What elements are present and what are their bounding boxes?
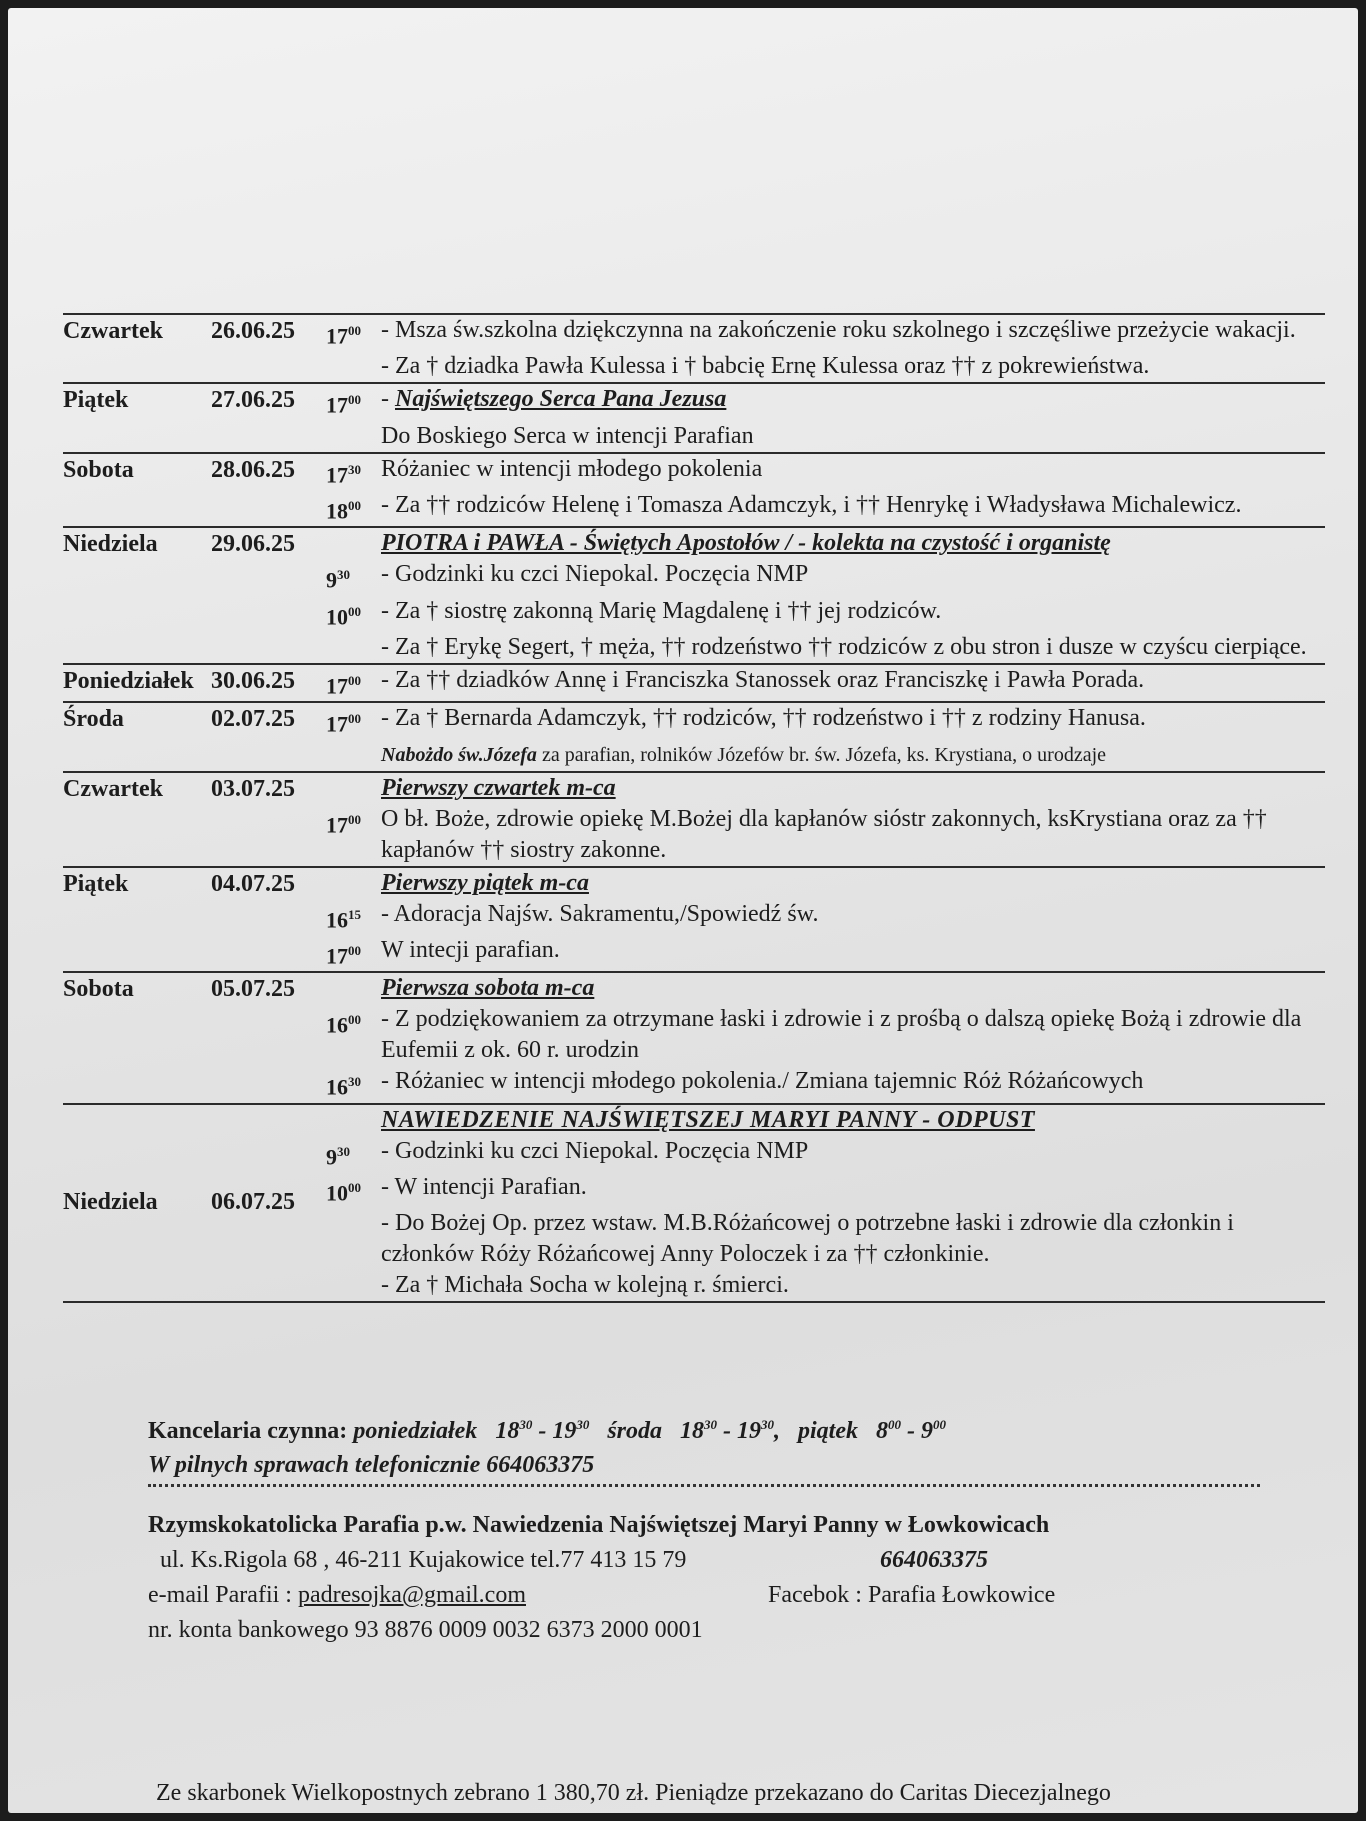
entries	[326, 454, 1325, 527]
entry-line	[326, 315, 1325, 351]
time-hour: 10	[326, 603, 348, 629]
entry-text	[381, 804, 1325, 866]
bank-account: nr. konta bankowego 93 8876 0009 0032 6373 2000 0001	[148, 1617, 703, 1643]
office-wednesday: środa	[607, 1418, 662, 1444]
feast-title: PIOTRA i PAWŁA - Świętych Apostołów / - kolekta na czystość i organistę	[381, 530, 1111, 557]
intention-text: - Za † dziadka Pawła Kulessa i † babcię Ernę Kulessa oraz †† z pokrewieństwa.	[381, 353, 1150, 380]
time-hour: 10	[326, 1180, 348, 1206]
day-name: Piątek	[63, 387, 129, 414]
entry-text	[381, 596, 1325, 632]
time-hour: 17	[326, 673, 348, 699]
date: 04.07.25	[211, 870, 295, 897]
date: 27.06.25	[211, 387, 295, 414]
day-name: Poniedziałek	[63, 667, 194, 694]
date: 02.07.25	[211, 706, 295, 733]
entry-line	[326, 421, 1325, 452]
office-time: 19	[552, 1418, 577, 1444]
mass-time	[326, 596, 381, 632]
entry-text	[381, 351, 1325, 382]
mass-time	[326, 1066, 381, 1102]
entry-line	[326, 868, 1325, 899]
entry-text	[381, 315, 1325, 351]
day-name: Środa	[63, 706, 124, 733]
time-hour: 17	[326, 323, 348, 349]
entry-text	[381, 1066, 1325, 1102]
time-hour: 17	[326, 392, 348, 418]
entry-text	[381, 1136, 1325, 1172]
entry-text	[381, 632, 1325, 663]
entries	[326, 868, 1325, 972]
entry-text	[381, 1172, 1325, 1208]
date: 05.07.25	[211, 976, 295, 1003]
time-hour: 9	[326, 567, 337, 593]
intention-text: Do Boskiego Serca w intencji Parafian	[381, 422, 754, 449]
time-minutes: 30	[337, 567, 350, 583]
schedule-row	[63, 1103, 1325, 1304]
entry-text	[381, 703, 1325, 739]
date: 03.07.25	[211, 775, 295, 802]
office-time: 18	[680, 1418, 704, 1444]
mass-time	[326, 490, 381, 526]
mass-schedule	[63, 313, 1325, 1303]
entry-line	[326, 804, 1325, 866]
entry-line	[326, 384, 1325, 420]
mass-time	[326, 421, 381, 452]
time-hour: 17	[326, 461, 348, 487]
intention-text: - Msza św.szkolna dziękczynna na zakończenie roku szkolnego i szczęśliwe przeżycie wakacji.	[381, 317, 1296, 343]
date: 29.06.25	[211, 531, 295, 558]
entry-text	[381, 490, 1325, 526]
entry-text	[381, 899, 1325, 935]
mass-time	[326, 528, 381, 559]
entry-text	[381, 1208, 1325, 1270]
day-name: Niedziela	[63, 531, 158, 558]
entry-text	[381, 384, 1325, 420]
mass-time	[326, 315, 381, 351]
intention-text: - Godzinki ku czci Niepokal. Poczęcia NMP	[381, 561, 809, 588]
time-hour: 17	[326, 711, 348, 737]
mass-time	[326, 351, 381, 382]
schedule-row	[63, 526, 1325, 663]
schedule-row	[63, 452, 1325, 527]
entry-line	[326, 559, 1325, 595]
entry-line	[326, 935, 1325, 971]
office-time: 19	[737, 1418, 761, 1444]
entry-text	[381, 1105, 1325, 1136]
office-time-sup: 30	[704, 1417, 717, 1432]
schedule-row	[63, 313, 1325, 382]
time-minutes: 30	[348, 461, 361, 477]
entry-line	[326, 528, 1325, 559]
entries	[326, 665, 1325, 701]
schedule-row	[63, 971, 1325, 1102]
time-minutes: 00	[348, 1179, 361, 1195]
time-hour: 9	[326, 1143, 337, 1169]
day-name: Niedziela	[63, 1189, 158, 1216]
entry-line	[326, 1172, 1325, 1208]
time-minutes: 00	[348, 1012, 361, 1028]
mass-time	[326, 740, 381, 771]
office-time-sup: 30	[519, 1417, 533, 1432]
entry-text	[381, 421, 1325, 452]
dotted-divider	[148, 1484, 1260, 1487]
feast-title: Pierwsza sobota m-ca	[381, 975, 595, 1002]
time-hour: 18	[326, 498, 348, 524]
entries	[326, 315, 1325, 382]
day-name: Czwartek	[63, 318, 163, 344]
email-link[interactable]: padresojka@gmail.com	[297, 1582, 526, 1608]
intention-text: - Za †† dziadków Annę i Franciszka Stanossek oraz Franciszkę i Pawła Porada.	[381, 666, 1145, 693]
intention-text: - Za † Bernarda Adamczyk, †† rodziców, †† rodzeństwo i †† z rodziny Hanusa.	[381, 705, 1146, 732]
office-time: 18	[495, 1418, 520, 1444]
mass-time	[326, 454, 381, 490]
entry-text	[381, 454, 1325, 490]
mass-time	[326, 665, 381, 701]
feast-title: NAWIEDZENIE NAJŚWIĘTSZEJ MARYI PANNY - ODPUST	[381, 1106, 1035, 1133]
office-time: 8	[876, 1418, 888, 1444]
mass-time	[326, 1172, 381, 1208]
mass-time	[326, 1105, 381, 1136]
intention-text: - Do Bożej Op. przez wstaw. M.B.Różańcowej o potrzebne łaski i zdrowie dla członkin i członków Róży Różańcowej Anny Poloczek i za †† członkinie.	[381, 1210, 1234, 1268]
parish-name: Rzymskokatolicka Parafia p.w. Nawiedzenia Najświętszej Maryi Panny w Łowkowicach	[148, 1512, 1050, 1538]
entries	[326, 384, 1325, 451]
mass-time	[326, 935, 381, 971]
office-time: 9	[921, 1418, 933, 1444]
entry-line	[326, 740, 1325, 771]
time-minutes: 00	[348, 323, 361, 338]
intention-text: - Za † siostrę zakonną Marię Magdalenę i †† jej rodziców.	[381, 597, 942, 624]
schedule-row	[63, 866, 1325, 972]
time-minutes: 00	[348, 497, 361, 513]
date: 06.07.25	[211, 1189, 295, 1216]
entry-line	[326, 1136, 1325, 1172]
intention-text: Różaniec w intencji młodego pokolenia	[381, 455, 763, 482]
entry-text	[381, 1270, 1325, 1301]
time-minutes: 00	[348, 942, 361, 958]
entry-line	[326, 703, 1325, 739]
office-friday: piątek	[798, 1418, 858, 1444]
intention-text: W intecji parafian.	[381, 936, 560, 963]
time-hour: 17	[326, 943, 348, 969]
entries	[326, 1105, 1325, 1302]
intention-text: -	[381, 386, 389, 413]
entry-line	[326, 1066, 1325, 1102]
mass-time	[326, 703, 381, 739]
date: 28.06.25	[211, 456, 295, 483]
entry-line	[326, 899, 1325, 935]
time-hour: 16	[326, 1074, 348, 1100]
feast-title: Pierwszy piątek m-ca	[381, 869, 589, 896]
office-time-sup: 30	[761, 1417, 774, 1432]
entry-text	[381, 935, 1325, 971]
entry-line	[326, 632, 1325, 663]
mass-time	[326, 899, 381, 935]
parish-mobile: 664063375	[880, 1547, 988, 1573]
entry-line	[326, 973, 1325, 1004]
schedule-row	[63, 663, 1325, 701]
schedule-row	[63, 382, 1325, 451]
note-text: za parafian, rolników Józefów br. św. Józefa, ks. Krystiana, o urodzaje	[541, 743, 1106, 766]
parish-facebook: Facebok : Parafia Łowkowice	[768, 1582, 1056, 1608]
entries	[326, 703, 1325, 770]
intention-text: - Z podziękowaniem za otrzymane łaski i zdrowie i z prośbą o dalszą opiekę Bożą i zdrowie dla Eufemii z ok. 60 r. urodzin	[381, 1006, 1302, 1064]
feast-title: Najświętszego Serca Pana Jezusa	[395, 386, 727, 413]
mass-time	[326, 773, 381, 804]
time-hour: 16	[326, 1012, 348, 1038]
intention-text: - Różaniec w intencji młodego pokolenia./ Zmiana tajemnic Róż Różańcowych	[381, 1068, 1144, 1095]
office-time-sup: 00	[933, 1417, 946, 1432]
office-monday: poniedziałek	[353, 1418, 478, 1444]
email-label: e-mail Parafii :	[148, 1582, 292, 1608]
document-page	[8, 8, 1358, 1813]
time-minutes: 00	[348, 811, 361, 827]
entry-line	[326, 773, 1325, 804]
office-phone: W pilnych sprawach telefonicznie 664063375	[148, 1452, 595, 1478]
mass-time	[326, 973, 381, 1004]
mass-time	[326, 868, 381, 899]
mass-time	[326, 632, 381, 663]
entry-text	[381, 528, 1325, 559]
time-hour: 16	[326, 906, 348, 932]
mass-time	[326, 1004, 381, 1066]
entry-line	[326, 490, 1325, 526]
entry-line	[326, 1004, 1325, 1066]
date: 26.06.25	[211, 318, 295, 344]
entry-text	[381, 665, 1325, 701]
entry-line	[326, 1105, 1325, 1136]
entry-text	[381, 740, 1325, 771]
mass-time	[326, 804, 381, 866]
mass-time	[326, 1208, 381, 1270]
date: 30.06.25	[211, 667, 295, 694]
entry-text	[381, 773, 1325, 804]
office-label: Kancelaria czynna:	[148, 1418, 348, 1444]
day-name: Piątek	[63, 870, 129, 897]
footer-note: Ze skarbonek Wielkopostnych zebrano 1 380,70 zł. Pieniądze przekazano do Caritas Diecezjalnego	[156, 1780, 1111, 1806]
mass-time	[326, 384, 381, 420]
day-name: Sobota	[63, 456, 134, 483]
time-minutes: 00	[348, 672, 361, 688]
entries	[326, 528, 1325, 663]
time-minutes: 30	[348, 1074, 361, 1090]
entry-line	[326, 1270, 1325, 1301]
time-minutes: 15	[348, 906, 361, 922]
entry-line	[326, 454, 1325, 490]
entry-text	[381, 973, 1325, 1004]
intention-text: - Godzinki ku czci Niepokal. Poczęcia NMP	[381, 1137, 809, 1164]
intention-text: - Za † Michała Socha w kolejną r. śmierci.	[381, 1272, 789, 1299]
mass-time	[326, 1136, 381, 1172]
day-name: Czwartek	[63, 775, 163, 802]
feast-title: Pierwszy czwartek m-ca	[381, 774, 616, 801]
entries	[326, 973, 1325, 1102]
entries	[326, 773, 1325, 866]
entry-text	[381, 1004, 1325, 1066]
office-hours: Kancelaria czynna: poniedziałek $18^{30} - 19^{30}$ środa $18^{30} - 19^{30}$, piątek $8^{00} - 9^{00}$ W pilnych sprawach telefonicznie 664063375	[148, 1408, 946, 1482]
mass-time	[326, 1270, 381, 1301]
time-minutes: 30	[337, 1143, 350, 1159]
note-title: Nabożdo św.Józefa	[381, 743, 537, 766]
intention-text: - Za † Erykę Segert, † męża, †† rodzeństwo †† rodziców z obu stron i dusze w czyścu cierpiące.	[381, 633, 1307, 660]
mass-time	[326, 559, 381, 595]
day-name: Sobota	[63, 976, 134, 1003]
office-time-sup: 30	[576, 1417, 590, 1432]
entry-text	[381, 559, 1325, 595]
time-minutes: 00	[348, 711, 361, 727]
intention-text: - Za †† rodziców Helenę i Tomasza Adamczyk, i †† Henrykę i Władysława Michalewicz.	[381, 491, 1242, 518]
schedule-row	[63, 771, 1325, 866]
parish-address: ul. Ks.Rigola 68 , 46-211 Kujakowice tel.77 413 15 79	[160, 1547, 687, 1573]
entry-line	[326, 596, 1325, 632]
intention-text: O bł. Boże, zdrowie opiekę M.Bożej dla kapłanów sióstr zakonnych, ksKrystiana oraz za †† kapłanów †† siostry zakonne.	[381, 805, 1267, 863]
time-minutes: 00	[348, 603, 361, 619]
entry-line	[326, 665, 1325, 701]
intention-text: - Adoracja Najśw. Sakramentu,/Spowiedź św.	[381, 900, 819, 927]
time-hour: 17	[326, 811, 348, 837]
office-time-sup: 00	[888, 1417, 901, 1432]
entry-line	[326, 351, 1325, 382]
entry-text	[381, 868, 1325, 899]
time-minutes: 00	[348, 392, 361, 408]
intention-text: - W intencji Parafian.	[381, 1173, 587, 1200]
parish-info	[148, 1508, 1308, 1648]
schedule-row	[63, 701, 1325, 770]
entry-line	[326, 1208, 1325, 1270]
